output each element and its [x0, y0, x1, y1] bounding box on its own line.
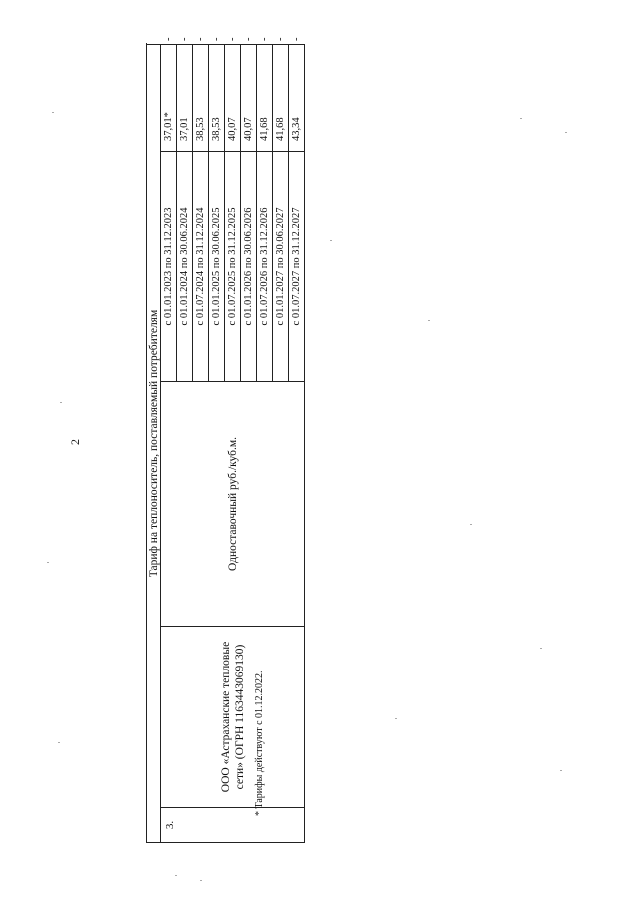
scan-speck: [520, 118, 522, 119]
table-row: с 01.07.2027 по 31.12.2027 43,34 -: [289, 45, 305, 843]
tariff-value-cell: 37,01*: [161, 45, 177, 152]
tariff-table: [146, 37, 305, 843]
scan-speck: [540, 648, 542, 649]
table-row: с 01.01.2027 по 30.06.2027 41,68 -: [273, 45, 289, 843]
period-cell: с 01.01.2024 по 30.06.2024: [177, 152, 193, 382]
period-cell: с 01.07.2026 по 31.12.2026: [257, 152, 273, 382]
scan-speck: [395, 718, 397, 719]
scan-speck: [47, 562, 49, 563]
period-cell: с 01.07.2027 по 31.12.2027: [289, 152, 305, 382]
table-row: 3. ООО «Астраханские тепловые сети» (ОГРН 1163443069130) Одноставочный руб./куб.м. с 01.01.2023 по 31.12.2023 37,01* -: [161, 45, 177, 843]
organization-name: ООО «Астраханские тепловые сети» (ОГРН 1163443069130): [161, 627, 305, 808]
scan-speck: [52, 112, 54, 113]
tariff-value-cell: 41,68: [257, 45, 273, 152]
table-row: с 01.07.2025 по 31.12.2025 40,07 -: [225, 45, 241, 843]
period-cell: с 01.01.2025 по 30.06.2025: [209, 152, 225, 382]
page-number: 2: [68, 439, 82, 445]
period-cell: с 01.07.2024 по 31.12.2024: [193, 152, 209, 382]
scan-speck: [428, 320, 430, 321]
scan-speck: [60, 402, 62, 403]
tariff-value-cell: 38,53: [209, 45, 225, 152]
period-cell: с 01.07.2025 по 31.12.2025: [225, 152, 241, 382]
period-cell: с 01.01.2027 по 30.06.2027: [273, 152, 289, 382]
scan-speck: [200, 880, 202, 881]
scan-speck: [470, 524, 472, 525]
table-row: с 01.07.2024 по 31.12.2024 38,53 -: [193, 45, 209, 843]
tariff-value-cell: 43,34: [289, 45, 305, 152]
footnote: * Тарифы действуют с 01.12.2022.: [254, 670, 265, 816]
tariff-value-cell: 40,07: [225, 45, 241, 152]
scan-speck: [175, 875, 177, 876]
table-row: с 01.07.2026 по 31.12.2026 41,68 -: [257, 45, 273, 843]
scan-speck: [565, 132, 567, 133]
scan-speck: [560, 770, 562, 771]
tariff-type: Одноставочный руб./куб.м.: [161, 382, 305, 627]
table-header-row: [147, 45, 161, 843]
table-row: с 01.01.2025 по 30.06.2025 38,53 -: [209, 45, 225, 843]
table-row: с 01.01.2024 по 30.06.2024 37,01 -: [177, 45, 193, 843]
tariff-value-cell: 41,68: [273, 45, 289, 152]
tariff-value-cell: 38,53: [193, 45, 209, 152]
scan-speck: [330, 240, 332, 241]
period-cell: с 01.01.2026 по 30.06.2026: [241, 152, 257, 382]
period-cell: с 01.01.2023 по 31.12.2023: [161, 152, 177, 382]
table-header: Тариф на теплоноситель, поставляемый потребителям: [147, 45, 161, 843]
tariff-value-cell: 37,01: [177, 45, 193, 152]
scan-speck: [58, 742, 60, 743]
row-number: 3.: [161, 808, 305, 843]
table-row: с 01.01.2026 по 30.06.2026 40,07 -: [241, 45, 257, 843]
tariff-value-cell: 40,07: [241, 45, 257, 152]
